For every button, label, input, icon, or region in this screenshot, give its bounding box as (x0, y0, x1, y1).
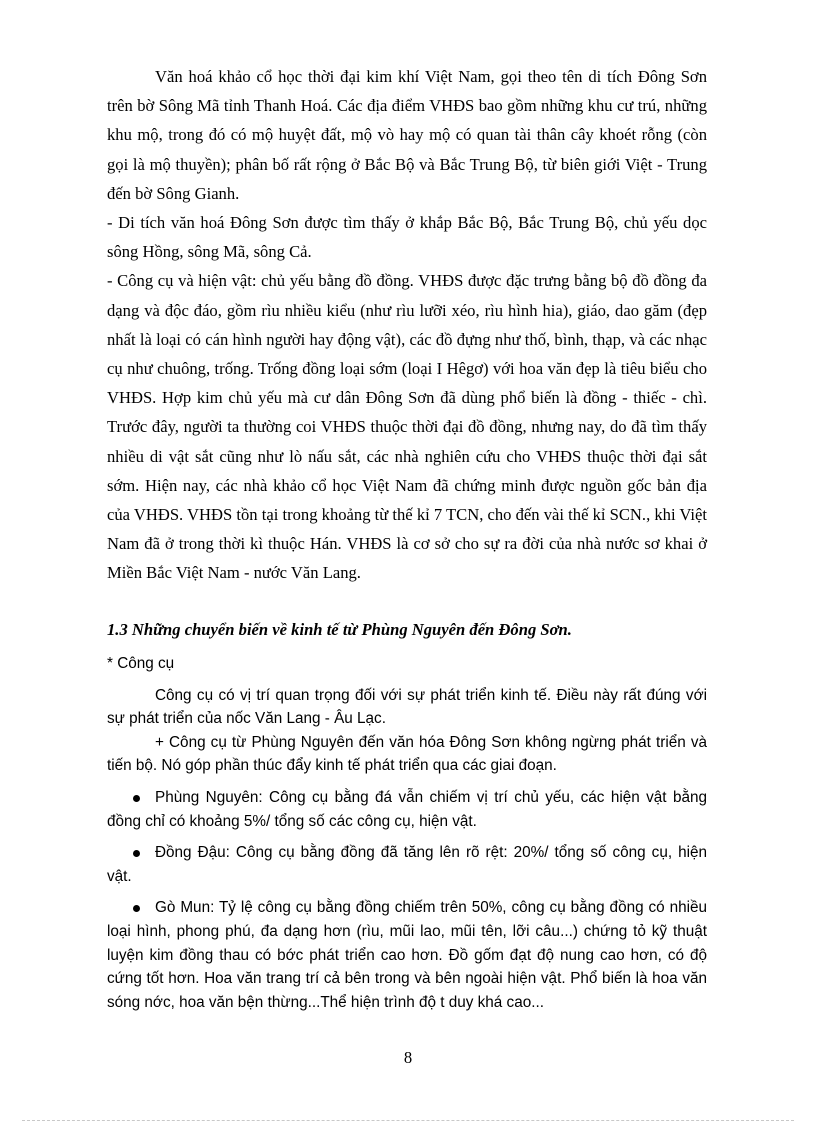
paragraph: Văn hoá khảo cổ học thời đại kim khí Việt Nam, gọi theo tên di tích Đông Sơn trên bờ Sông Mã tỉnh Thanh Hoá. Các địa điểm VHĐS bao gồm những khu cư trú, những khu mộ, trong đó có mộ huyệt đất, mộ vò hay mộ có quan tài thân cây khoét rỗng (còn gọi là mộ thuyền); phân bố rất rộng ở Bắc Bộ và Bắc Trung Bộ, từ biên giới Việt - Trung đến bờ Sông Gianh. (107, 67, 707, 203)
sub-paragraph: + Công cụ từ Phùng Nguyên đến văn hóa Đông Sơn không ngừng phát triển và tiến bộ. Nó góp phần thúc đẩy kinh tế phát triển qua các giai đoạn. (107, 733, 707, 775)
bullet-icon (133, 905, 140, 912)
page-bottom-divider (22, 1120, 794, 1121)
tools-section (107, 652, 707, 1014)
bullet-text: Phùng Nguyên: Công cụ bằng đá vẫn chiếm vị trí chủ yếu, các hiện vật bằng đồng chỉ có khoảng 5%/ tổng số các công cụ, hiện vật. (107, 788, 707, 830)
paragraph: - Công cụ và hiện vật: chủ yếu bằng đồ đồng. VHĐS được đặc trưng bằng bộ đồ đồng đa dạng và độc đáo, gồm rìu nhiều kiểu (như rìu lưỡi xéo, rìu hình hia), giáo, dao găm (đẹp nhất là loại có cán hình người hay động vật), các đồ đựng như thố, bình, thạp, và các nhạc cụ như chuông, trống. Trống đồng loại sớm (loại I Hêgơ) với hoa văn đẹp là tiêu biểu cho VHĐS. Hợp kim chủ yếu mà cư dân Đông Sơn đã dùng phổ biến là đồng - thiếc - chì. Trước đây, người ta thường coi VHĐS thuộc thời đại đồ đồng, nhưng nay, do đã tìm thấy nhiều di vật sắt cũng như lò nấu sắt, các nhà nghiên cứu cho VHĐS thuộc thời đại sắt sớm. Hiện nay, các nhà khảo cổ học Việt Nam đã chứng minh được nguồn gốc bản địa của VHĐS. VHĐS tồn tại trong khoảng từ thế kỉ 7 TCN, cho đến vài thế kỉ SCN., khi Việt Nam đã ở trong thời kì thuộc Hán. VHĐS là cơ sở cho sự ra đời của nhà nước sơ khai ở Miền Bắc Việt Nam - nước Văn Lang. (107, 271, 707, 583)
bullet-item-dong-dau (107, 841, 707, 888)
dong-son-overview (107, 62, 707, 588)
bullet-icon (133, 850, 140, 857)
page-number: 8 (403, 1048, 413, 1067)
bullet-text: Gò Mun: Tỷ lệ công cụ bằng đồng chiếm trên 50%, công cụ bằng đồng có nhiều loại hình, phong phú, đa dạng hơn (rìu, mũi lao, mũi tên, lỡi câu...) chứng tỏ kỹ thuật luyện kim đồng thau có bớc phát triển cao hơn. Đồ gốm đạt độ nung cao hơn, có độ cứng tốt hơn. Hoa văn trang trí cả bên trong và bên ngoài hiện vật. Phổ biến là hoa văn sóng nớc, hoa văn bện thừng...Thể hiện trình độ t duy khá cao... (107, 899, 707, 1011)
paragraph: - Di tích văn hoá Đông Sơn được tìm thấy ở khắp Bắc Bộ, Bắc Trung Bộ, chủ yếu dọc sông Hồng, sông Mã, sông Cả. (107, 213, 707, 262)
bullet-icon (133, 795, 140, 802)
bullet-text: Đồng Đậu: Công cụ bằng đồng đã tăng lên rõ rệt: 20%/ tổng số công cụ, hiện vật. (107, 844, 707, 885)
intro-paragraph: Công cụ có vị trí quan trọng đối với sự phát triển kinh tế. Điều này rất đúng với sự phát triển của nốc Văn Lang - Âu Lạc. (107, 686, 707, 728)
bullet-item-go-mun (107, 896, 707, 1014)
bullet-item-phung-nguyen (107, 786, 707, 833)
section-heading: 1.3 Những chuyển biến về kinh tế từ Phùng Nguyên đến Đông Sơn. (107, 620, 572, 639)
section-label: * Công cụ (107, 655, 175, 672)
